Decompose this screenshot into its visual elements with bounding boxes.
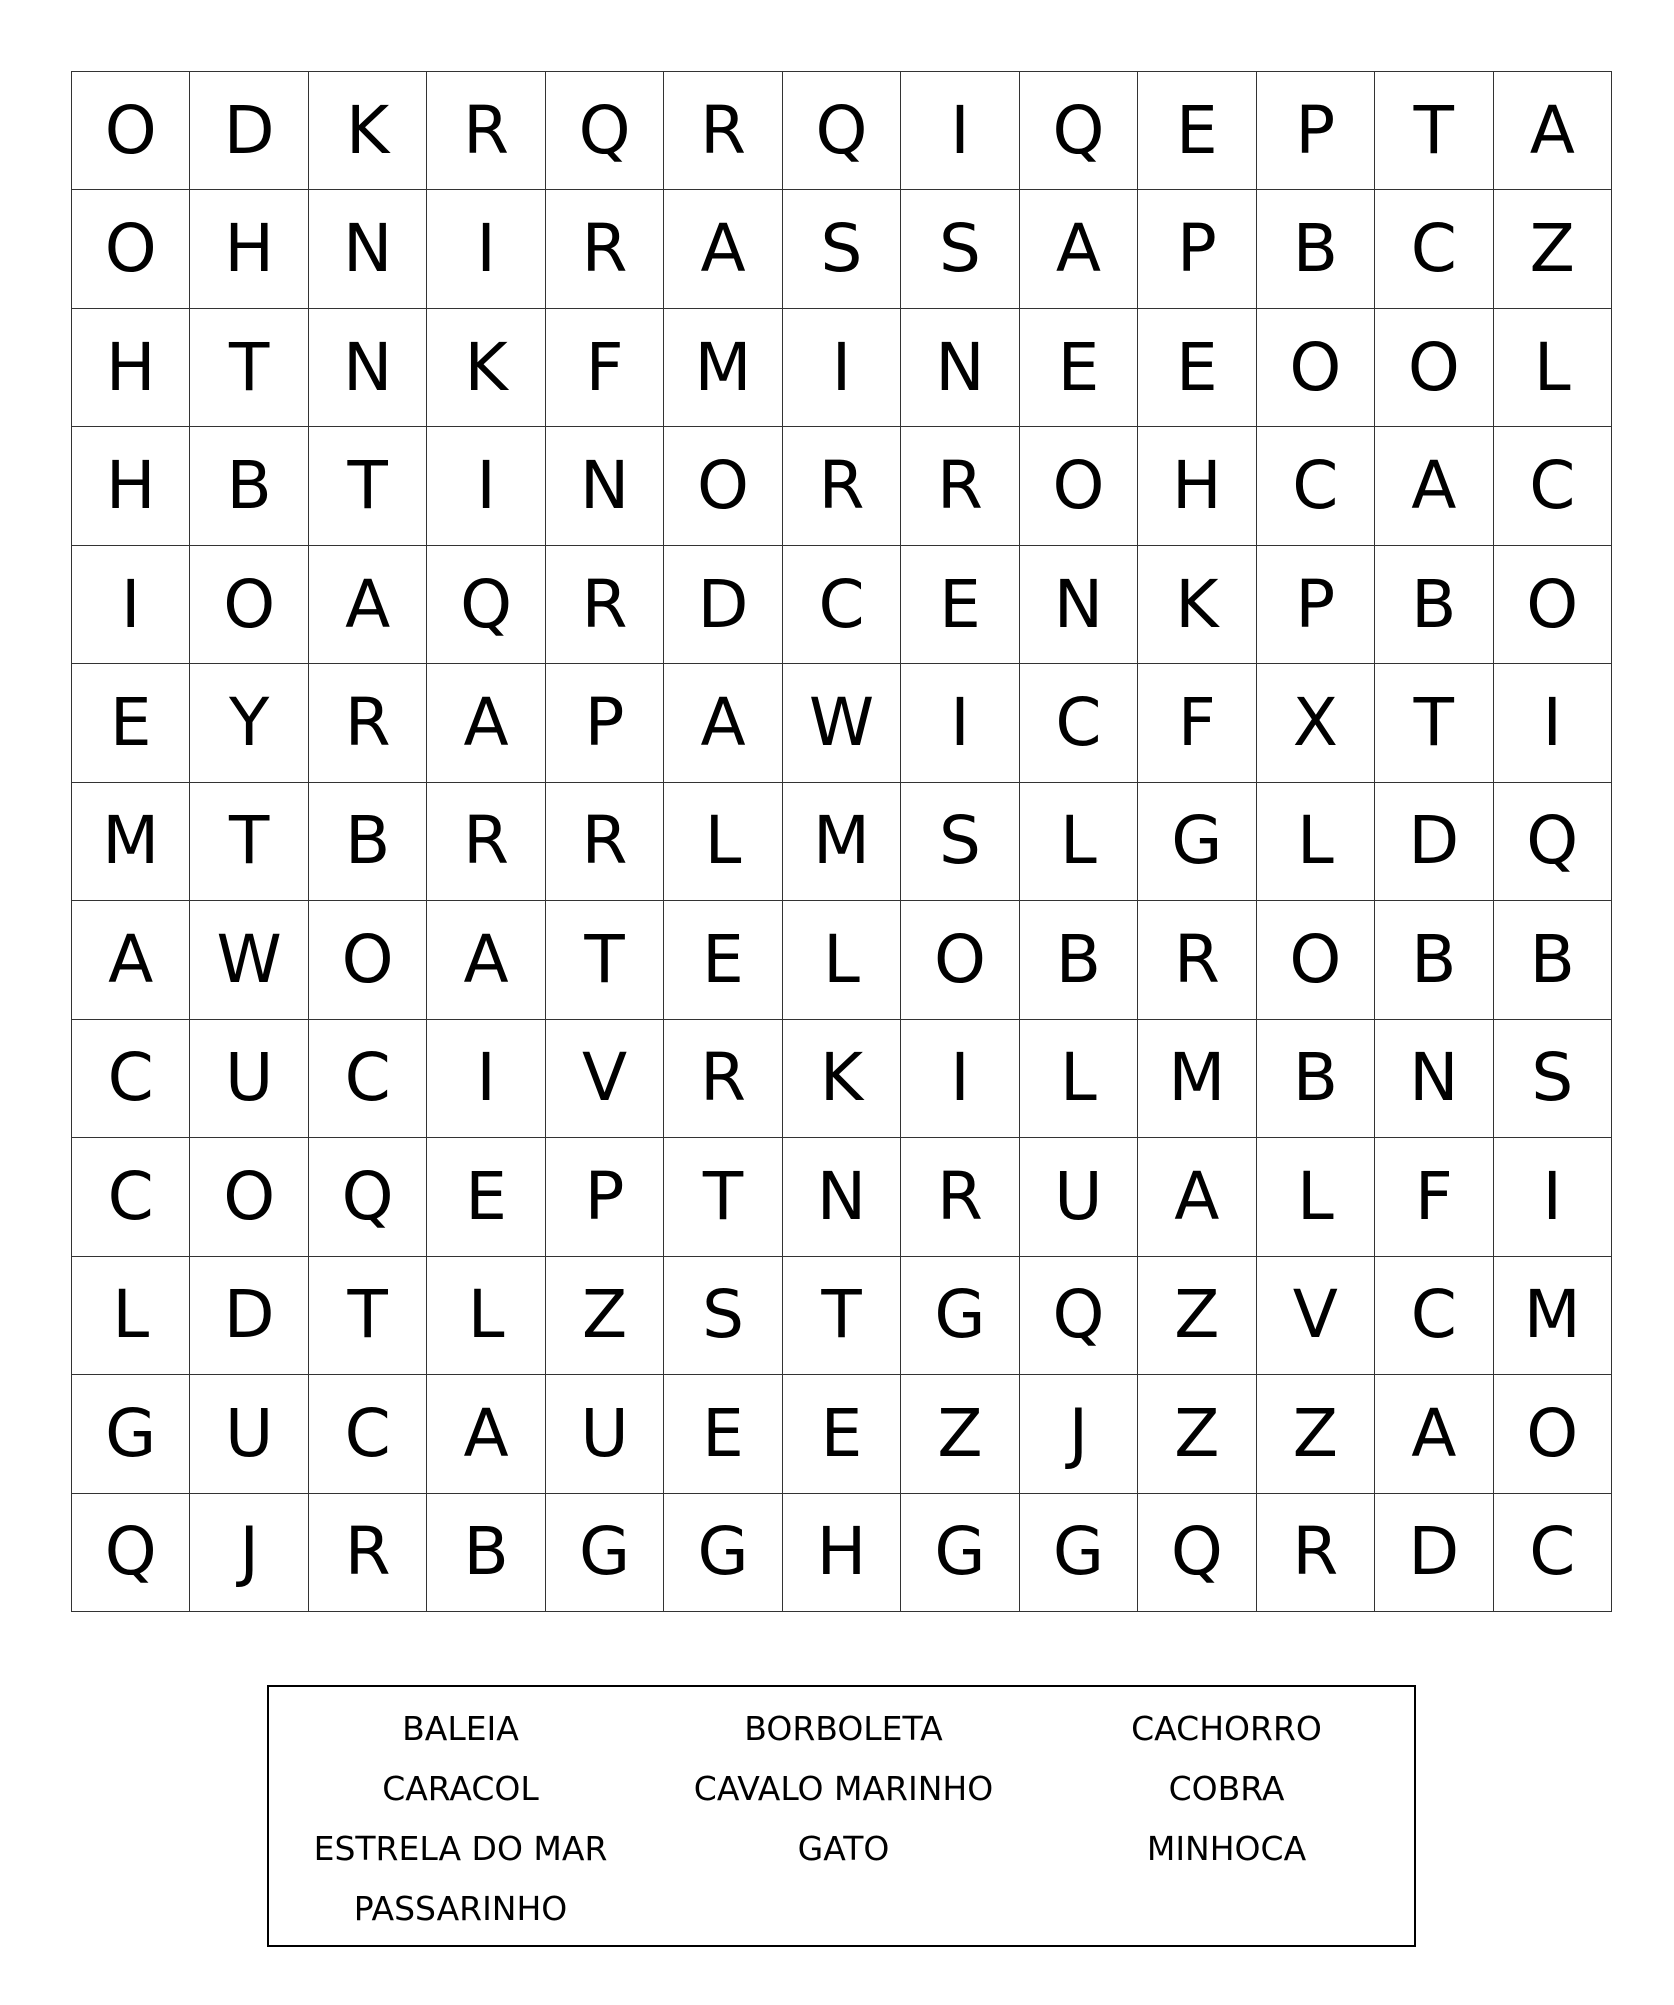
grid-cell[interactable]: I xyxy=(901,664,1019,782)
grid-cell[interactable]: J xyxy=(190,1494,308,1612)
grid-cell[interactable]: J xyxy=(1020,1375,1138,1493)
grid-cell[interactable]: S xyxy=(664,1257,782,1375)
word-list-item: BORBOLETA xyxy=(744,1709,943,1748)
grid-cell[interactable]: P xyxy=(546,664,664,782)
grid-cell[interactable]: G xyxy=(664,1494,782,1612)
grid-cell[interactable]: O xyxy=(1257,901,1375,1019)
grid-cell[interactable]: P xyxy=(1257,72,1375,190)
word-list-item: GATO xyxy=(797,1829,890,1868)
grid-cell[interactable]: E xyxy=(783,1375,901,1493)
grid-cell[interactable]: A xyxy=(1375,427,1493,545)
grid-cell[interactable]: R xyxy=(546,783,664,901)
word-list-item: CARACOL xyxy=(382,1769,539,1808)
grid-cell[interactable]: O xyxy=(190,1138,308,1256)
grid-cell[interactable]: P xyxy=(1257,546,1375,664)
grid-cell[interactable]: Z xyxy=(546,1257,664,1375)
grid-cell[interactable]: W xyxy=(783,664,901,782)
grid-cell[interactable]: L xyxy=(1494,309,1612,427)
grid-cell[interactable]: E xyxy=(1020,309,1138,427)
grid-cell[interactable]: B xyxy=(1494,901,1612,1019)
word-list-item: BALEIA xyxy=(402,1709,519,1748)
word-list-item: CAVALO MARINHO xyxy=(693,1769,994,1808)
grid-cell[interactable]: I xyxy=(783,309,901,427)
grid-cell[interactable]: K xyxy=(1138,546,1256,664)
grid-cell[interactable]: E xyxy=(664,901,782,1019)
grid-cell[interactable]: P xyxy=(1138,190,1256,308)
grid-cell[interactable]: R xyxy=(427,72,545,190)
grid-cell[interactable]: R xyxy=(783,427,901,545)
grid-cell[interactable]: S xyxy=(1494,1020,1612,1138)
grid-cell[interactable]: F xyxy=(1375,1138,1493,1256)
grid-cell[interactable]: Z xyxy=(901,1375,1019,1493)
grid-cell[interactable]: R xyxy=(901,427,1019,545)
grid-cell[interactable]: A xyxy=(664,190,782,308)
grid-cell[interactable]: R xyxy=(427,783,545,901)
grid-cell[interactable]: M xyxy=(1494,1257,1612,1375)
grid-cell[interactable]: L xyxy=(427,1257,545,1375)
grid-cell[interactable]: M xyxy=(783,783,901,901)
grid-cell[interactable]: G xyxy=(546,1494,664,1612)
grid-cell[interactable]: C xyxy=(72,1138,190,1256)
grid-cell[interactable]: C xyxy=(309,1020,427,1138)
grid-cell[interactable]: Q xyxy=(546,72,664,190)
grid-cell[interactable]: H xyxy=(1138,427,1256,545)
grid-cell[interactable]: I xyxy=(72,546,190,664)
grid-cell[interactable]: T xyxy=(783,1257,901,1375)
grid-cell[interactable]: A xyxy=(309,546,427,664)
grid-cell[interactable]: Q xyxy=(72,1494,190,1612)
grid-cell[interactable]: A xyxy=(1494,72,1612,190)
grid-cell[interactable]: N xyxy=(783,1138,901,1256)
grid-cell[interactable]: Q xyxy=(1020,72,1138,190)
grid-cell[interactable]: Q xyxy=(309,1138,427,1256)
grid-cell[interactable]: Q xyxy=(427,546,545,664)
grid-cell[interactable]: A xyxy=(427,901,545,1019)
grid-cell[interactable]: T xyxy=(309,1257,427,1375)
grid-cell[interactable]: W xyxy=(190,901,308,1019)
grid-cell[interactable]: M xyxy=(664,309,782,427)
grid-cell[interactable]: B xyxy=(427,1494,545,1612)
grid-cell[interactable]: M xyxy=(72,783,190,901)
grid-cell[interactable]: O xyxy=(1020,427,1138,545)
grid-cell[interactable]: D xyxy=(190,72,308,190)
grid-cell[interactable]: T xyxy=(546,901,664,1019)
grid-cell[interactable]: A xyxy=(427,1375,545,1493)
grid-cell[interactable]: T xyxy=(190,783,308,901)
grid-cell[interactable]: D xyxy=(1375,783,1493,901)
grid-cell[interactable]: C xyxy=(1494,1494,1612,1612)
grid-cell[interactable]: B xyxy=(190,427,308,545)
letter-grid xyxy=(71,71,1612,1612)
grid-cell[interactable]: A xyxy=(1138,1138,1256,1256)
grid-cell[interactable]: O xyxy=(1494,546,1612,664)
grid-cell[interactable]: U xyxy=(546,1375,664,1493)
word-list-item: COBRA xyxy=(1168,1769,1285,1808)
grid-cell[interactable]: M xyxy=(1138,1020,1256,1138)
grid-cell[interactable]: A xyxy=(1020,190,1138,308)
grid-cell[interactable]: F xyxy=(1138,664,1256,782)
grid-cell[interactable]: O xyxy=(190,546,308,664)
grid-cell[interactable]: R xyxy=(664,72,782,190)
grid-cell[interactable]: A xyxy=(427,664,545,782)
grid-cell[interactable]: R xyxy=(1257,1494,1375,1612)
grid-cell[interactable]: L xyxy=(1257,783,1375,901)
grid-cell[interactable]: R xyxy=(1138,901,1256,1019)
grid-cell[interactable]: Z xyxy=(1138,1257,1256,1375)
grid-cell[interactable]: C xyxy=(1494,427,1612,545)
grid-cell[interactable]: U xyxy=(190,1020,308,1138)
grid-cell[interactable]: D xyxy=(664,546,782,664)
grid-cell[interactable]: E xyxy=(1138,72,1256,190)
grid-cell[interactable]: B xyxy=(1020,901,1138,1019)
grid-cell[interactable]: C xyxy=(1375,190,1493,308)
grid-cell[interactable]: R xyxy=(309,1494,427,1612)
grid-cell[interactable]: Y xyxy=(190,664,308,782)
grid-cell[interactable]: B xyxy=(1375,901,1493,1019)
grid-cell[interactable]: B xyxy=(1257,1020,1375,1138)
grid-cell[interactable]: S xyxy=(901,190,1019,308)
grid-cell[interactable]: I xyxy=(1494,1138,1612,1256)
grid-cell[interactable]: L xyxy=(72,1257,190,1375)
grid-cell[interactable]: E xyxy=(1138,309,1256,427)
grid-cell[interactable]: Z xyxy=(1494,190,1612,308)
grid-cell[interactable]: U xyxy=(1020,1138,1138,1256)
grid-cell[interactable]: O xyxy=(1375,309,1493,427)
grid-cell[interactable]: N xyxy=(901,309,1019,427)
grid-cell[interactable]: O xyxy=(309,901,427,1019)
grid-cell[interactable]: H xyxy=(190,190,308,308)
grid-cell[interactable]: R xyxy=(546,190,664,308)
grid-cell[interactable]: U xyxy=(190,1375,308,1493)
word-list xyxy=(267,1685,1416,1947)
grid-cell[interactable]: I xyxy=(901,1020,1019,1138)
grid-cell[interactable]: I xyxy=(1494,664,1612,782)
grid-cell[interactable]: N xyxy=(1375,1020,1493,1138)
grid-cell[interactable]: H xyxy=(783,1494,901,1612)
grid-cell[interactable]: N xyxy=(309,309,427,427)
grid-cell[interactable]: N xyxy=(309,190,427,308)
grid-cell[interactable]: C xyxy=(72,1020,190,1138)
grid-cell[interactable]: O xyxy=(72,190,190,308)
grid-cell[interactable]: X xyxy=(1257,664,1375,782)
grid-cell[interactable]: T xyxy=(190,309,308,427)
word-list-item: MINHOCA xyxy=(1146,1829,1307,1868)
grid-cell[interactable]: V xyxy=(1257,1257,1375,1375)
grid-cell[interactable]: I xyxy=(901,72,1019,190)
grid-cell[interactable]: C xyxy=(309,1375,427,1493)
grid-cell[interactable]: S xyxy=(901,783,1019,901)
grid-cell[interactable]: R xyxy=(664,1020,782,1138)
word-list-item: PASSARINHO xyxy=(353,1889,568,1928)
grid-cell[interactable]: B xyxy=(1257,190,1375,308)
grid-cell[interactable]: E xyxy=(427,1138,545,1256)
grid-cell[interactable]: I xyxy=(427,427,545,545)
grid-cell[interactable]: R xyxy=(546,546,664,664)
grid-cell[interactable]: L xyxy=(664,783,782,901)
grid-cell[interactable]: O xyxy=(901,901,1019,1019)
grid-cell[interactable]: T xyxy=(1375,664,1493,782)
grid-cell[interactable]: Q xyxy=(1138,1494,1256,1612)
grid-cell[interactable]: A xyxy=(664,664,782,782)
grid-cell[interactable]: H xyxy=(72,427,190,545)
grid-cell[interactable]: K xyxy=(783,1020,901,1138)
grid-cell[interactable]: K xyxy=(309,72,427,190)
grid-cell[interactable]: O xyxy=(72,72,190,190)
grid-cell[interactable]: K xyxy=(427,309,545,427)
grid-cell[interactable]: C xyxy=(1257,427,1375,545)
grid-cell[interactable]: C xyxy=(1375,1257,1493,1375)
grid-cell[interactable]: G xyxy=(1020,1494,1138,1612)
word-list-item: CACHORRO xyxy=(1131,1709,1322,1748)
grid-cell[interactable]: L xyxy=(1020,783,1138,901)
grid-cell[interactable]: Z xyxy=(1257,1375,1375,1493)
grid-cell[interactable]: L xyxy=(1020,1020,1138,1138)
grid-cell[interactable]: Q xyxy=(1494,783,1612,901)
grid-cell[interactable]: O xyxy=(1494,1375,1612,1493)
grid-cell[interactable]: G xyxy=(901,1257,1019,1375)
grid-cell[interactable]: V xyxy=(546,1020,664,1138)
grid-cell[interactable]: G xyxy=(1138,783,1256,901)
grid-cell[interactable]: Q xyxy=(1020,1257,1138,1375)
grid-cell[interactable]: E xyxy=(664,1375,782,1493)
grid-cell[interactable]: G xyxy=(901,1494,1019,1612)
grid-cell[interactable]: T xyxy=(664,1138,782,1256)
grid-cell[interactable]: T xyxy=(309,427,427,545)
grid-cell[interactable]: T xyxy=(1375,72,1493,190)
grid-cell[interactable]: R xyxy=(309,664,427,782)
grid-cell[interactable]: I xyxy=(427,1020,545,1138)
grid-cell[interactable]: Z xyxy=(1138,1375,1256,1493)
grid-cell[interactable]: O xyxy=(664,427,782,545)
grid-cell[interactable]: Q xyxy=(783,72,901,190)
grid-cell[interactable]: F xyxy=(546,309,664,427)
grid-cell[interactable]: R xyxy=(901,1138,1019,1256)
grid-cell[interactable]: E xyxy=(72,664,190,782)
grid-cell[interactable]: N xyxy=(1020,546,1138,664)
grid-cell[interactable]: P xyxy=(546,1138,664,1256)
grid-cell[interactable]: E xyxy=(901,546,1019,664)
word-list-item: ESTRELA DO MAR xyxy=(313,1829,608,1868)
grid-cell[interactable]: C xyxy=(1020,664,1138,782)
grid-cell[interactable]: H xyxy=(72,309,190,427)
grid-cell[interactable]: A xyxy=(1375,1375,1493,1493)
grid-cell[interactable]: I xyxy=(427,190,545,308)
grid-cell[interactable]: B xyxy=(1375,546,1493,664)
grid-cell[interactable]: L xyxy=(1257,1138,1375,1256)
grid-cell[interactable]: A xyxy=(72,901,190,1019)
grid-cell[interactable]: S xyxy=(783,190,901,308)
grid-cell[interactable]: D xyxy=(190,1257,308,1375)
grid-cell[interactable]: O xyxy=(1257,309,1375,427)
grid-cell[interactable]: L xyxy=(783,901,901,1019)
grid-cell[interactable]: G xyxy=(72,1375,190,1493)
grid-cell[interactable]: N xyxy=(546,427,664,545)
grid-cell[interactable]: B xyxy=(309,783,427,901)
grid-cell[interactable]: C xyxy=(783,546,901,664)
grid-cell[interactable]: D xyxy=(1375,1494,1493,1612)
